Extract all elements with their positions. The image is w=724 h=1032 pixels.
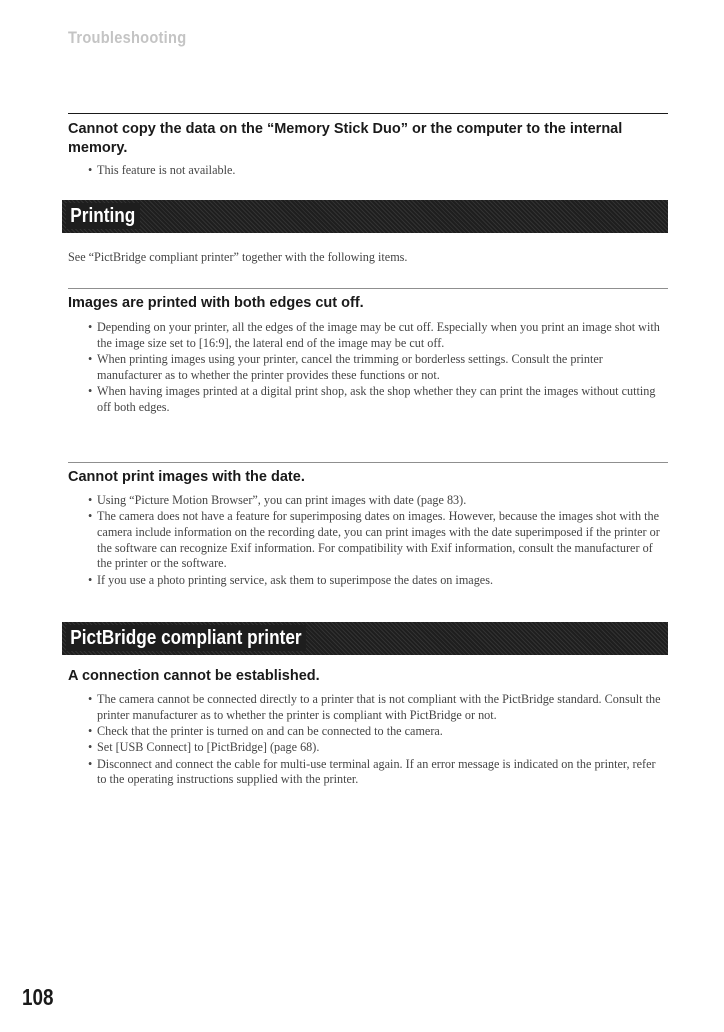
connection-heading: A connection cannot be established. — [68, 668, 320, 684]
list-item: • If you use a photo printing service, ask them to superimpose the dates on images. — [88, 573, 668, 589]
list-item: • Depending on your printer, all the edges of the image may be cut off. Especially when you print an image shot with the image size set to [16:9], the lateral end of the image may be cut off. — [88, 320, 668, 351]
list-item: • The camera cannot be connected directly to a printer that is not compliant with the PictBridge standard. Consult the printer manufacturer as to whether the printer is compliant with PictBridge or not. — [88, 692, 668, 723]
list-item: • This feature is not available. — [88, 163, 668, 179]
list-item: • Set [USB Connect] to [PictBridge] (page 68). — [88, 740, 668, 756]
list-item: • When printing images using your printer, cancel the trimming or borderless settings. Consult the printer manufacturer as to whether the printer provides these functions or not. — [88, 352, 668, 383]
date-heading: Cannot print images with the date. — [68, 469, 305, 485]
printing-section-band — [62, 200, 668, 233]
divider — [68, 462, 668, 463]
list-item: • Check that the printer is turned on and can be connected to the camera. — [88, 724, 668, 740]
date-bullet-list — [88, 493, 668, 589]
section-label: Troubleshooting — [68, 28, 187, 47]
edges-bullet-list — [88, 320, 668, 416]
pictbridge-section-band — [62, 622, 668, 655]
list-item: • The camera does not have a feature for superimposing dates on images. However, because the images shot with the camera include information on the recording date, you can print images with the date superimposed if the printer or the software can recognize Exif information. For compatibility with Exif information, consult the manufacturer of the printer or the software. — [88, 509, 668, 571]
copy-heading: Cannot copy the data on the “Memory Stick Duo” or the computer to the internal memory. — [68, 121, 623, 156]
divider — [68, 113, 668, 114]
pictbridge-section-title: PictBridge compliant printer — [66, 625, 306, 651]
printing-section-title: Printing — [66, 203, 140, 229]
list-item: • Using “Picture Motion Browser”, you can print images with date (page 83). — [88, 493, 668, 509]
connection-bullet-list — [88, 692, 668, 789]
edges-heading: Images are printed with both edges cut off. — [68, 295, 364, 311]
divider — [68, 288, 668, 289]
copy-bullet-list — [88, 163, 668, 179]
list-item: • When having images printed at a digital print shop, ask the shop whether they can print the images without cutting off both edges. — [88, 384, 668, 415]
list-item: • Disconnect and connect the cable for multi-use terminal again. If an error message is indicated on the printer, refer to the operating instructions supplied with the printer. — [88, 757, 668, 788]
printing-intro: See “PictBridge compliant printer” together with the following items. — [68, 250, 408, 264]
page-number: 108 — [22, 984, 54, 1010]
